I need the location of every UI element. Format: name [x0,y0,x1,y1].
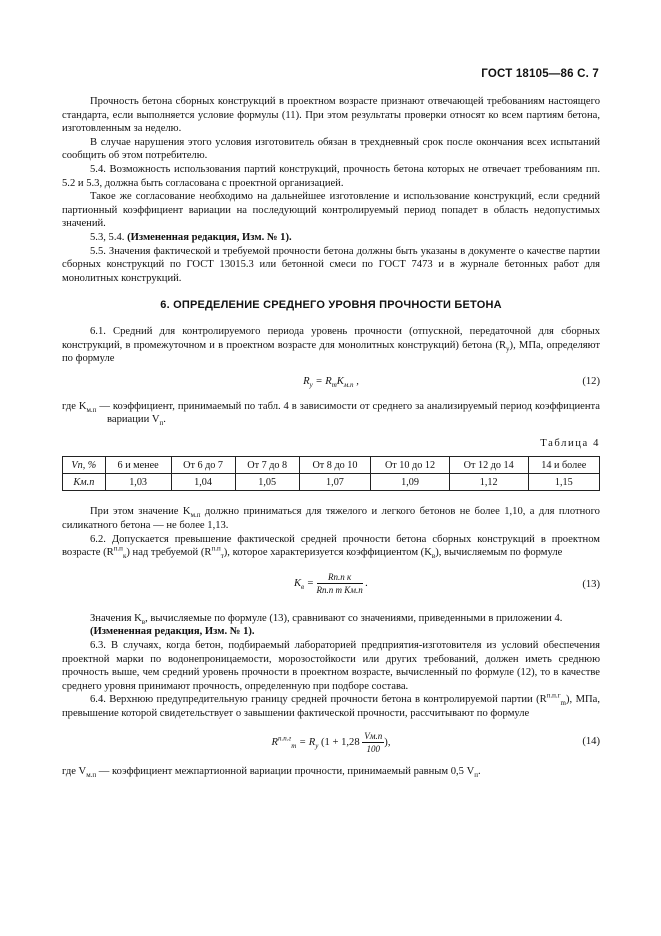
paragraph: 5.4. Возможность использования партий конструкций, прочность бетона которых не отвечает требованиям пп. 5.2 и 5.3, должна быть согласована с проектной организацией. [62,163,600,189]
table-4 [62,456,600,491]
paragraph: Прочность бетона сборных конструкций в проектном возрасте признают отвечающей требованиям настоящего стандарта, если выполняется условие формулы (11). При этом результаты проверки относят ко всем партиям бетона, изготовленным за неделю. [62,96,600,135]
table-row: Vп, % 6 и менее От 6 до 7 От 7 до 8 От 8 до 10 От 10 до 12 От 12 до 14 14 и более [63,457,600,474]
section-title: 6. ОПРЕДЕЛЕНИЕ СРЕДНЕГО УРОВНЯ ПРОЧНОСТИ БЕТОНА [160,299,502,312]
paragraph: 5.5. Значения фактической и требуемой прочности бетона должны быть указаны в документе о качестве партии сборных конструкций по ГОСТ 13015.3 или бетонной смеси по ГОСТ 7473 и в журнале бетонных работ для монолитных конструкций. [62,245,600,284]
formula-number: (12) [582,375,600,387]
table-row: Kм.п 1,03 1,04 1,05 1,07 1,09 1,12 1,15 [63,474,600,491]
where-clause: где $K_{м.п}$ — коэффициент, принимаемый по табл. 4 в зависимости от среднего за анализируемый период коэффициента вариации $V_п$. [62,400,600,428]
paragraph: При этом значение $K_{м.п}$ должно приниматься для тяжелого и легкого бетонов не более 1,10, а для плотного силикатного бетона — не более 1,13. [62,506,600,532]
formula-13: $K_в$ = $\frac{\text{Rп.п к}}{\text{Rп.п т Kм.п}}$ . (13) [293,571,600,595]
page-header: ГОСТ 18105—86 С. 7 [481,68,599,80]
paragraph: 6.2. Допускается превышение фактической средней прочности бетона сборных конструкций в проектном возрасте $(R^{п.п}_к)$ над требуемой $(R^{п.п}_т)$, которое характеризуется коэффициентом $(K_в)$, вычисляемым по формуле [62,533,600,561]
paragraph: Такое же согласование необходимо на дальнейшее изготовление и использование конструкций, если средний партионный коэффициент вариации на последующий контролируемый период попадет в область недопустимых значений. [62,191,600,230]
amendment-note: (Измененная редакция, Изм. № 1). [90,626,255,638]
paragraph: Значения $K_в$, вычисляемые по формуле (13), сравнивают со значениями, приведенными в приложении 4. [90,612,563,626]
amendment-note: (Измененная редакция, Изм. № 1). [127,231,292,243]
formula-12: $R_у = R_тK_{м.п}$ , (12) [303,375,600,389]
paragraph [62,625,600,639]
paragraph: 6.4. Верхнюю предупредительную границу средней прочности бетона в контролируемой партии $(R^{п.п.г}_m)$, МПа, превышение которой свидетельствует о завышении фактической прочности, рассчитывают по формуле [62,691,600,719]
paragraph [62,231,600,245]
formula-number: (14) [582,735,600,747]
where-clause: где $V_{м.п}$ — коэффициент межпартионной вариации прочности, принимаемый равным 0,5 $V_п$. [62,765,481,779]
formula-14: $R^{п.п.г}_m = R_у$ (1 + 1,28 $\frac{Vм.п}{100}$ ), (14) [271,730,600,754]
paragraph: 6.1. Средний для контролируемого периода уровень прочности (отпускной, передаточной для сборных конструкций, в промежуточном и в проектном возрасте для монолитных конструкций) бетона $(R_у)$, МПа, определяют по формуле [62,325,601,365]
formula-number: (13) [582,578,600,590]
paragraph: 6.3. В случаях, когда бетон, подбираемый лабораторией предприятия-изготовителя из условий обеспечения проектной марки по водонепроницаемости, морозостойкости или других требований, должен иметь среднюю прочность выше, чем средний уровень прочности в проектном возрасте, вычисленный по формуле (12), то в качестве среднего уровня принимают прочность, определенную при подборе состава. [62,640,600,692]
document-body [62,95,600,778]
table-caption: Таблица 4 [540,437,600,449]
paragraph: В случае нарушения этого условия изготовитель обязан в трехдневный срок после окончания всех испытаний сообщить об этом потребителю. [62,136,600,162]
clause-ref: 5.3, 5.4. [90,231,125,243]
